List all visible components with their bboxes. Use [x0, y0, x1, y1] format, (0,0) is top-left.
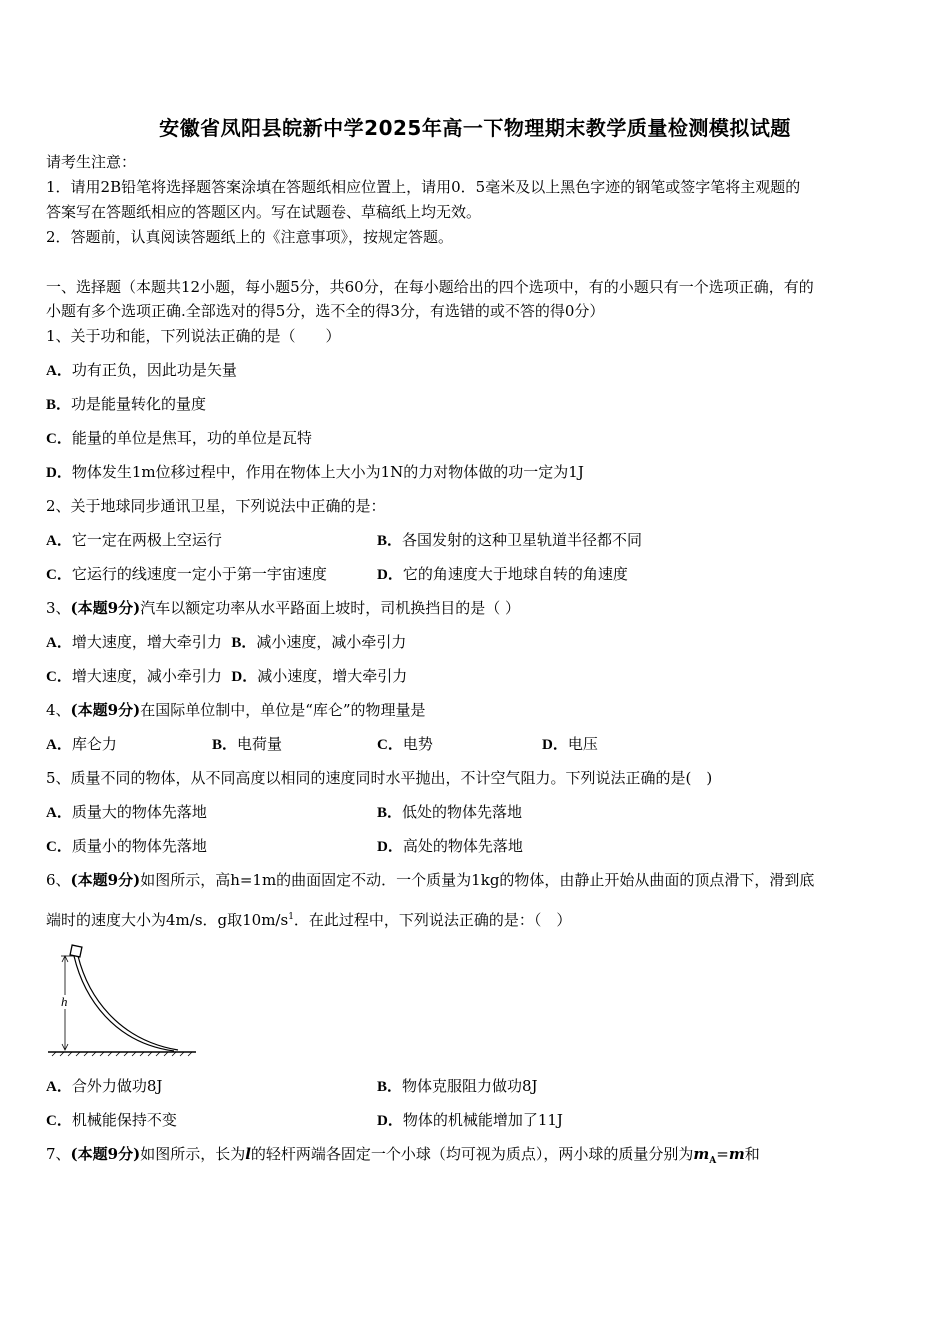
question-2-option-b: [377, 529, 642, 552]
height-label: h: [61, 994, 68, 1009]
option-text: 合外力做功8J: [71, 1077, 163, 1095]
option-label: B．: [212, 737, 238, 753]
option-text: 减小速度，增大牵引力: [257, 667, 408, 685]
question-text: 的轻杆两端各固定一个小球（均可视为质点），两小球的质量分别为: [250, 1145, 694, 1163]
question-1-option-b: [46, 393, 206, 416]
equals-sign: =: [716, 1145, 729, 1163]
question-3-options-cd: [46, 665, 407, 688]
option-text: 电压: [567, 735, 598, 753]
question-score: (本题9分): [70, 1145, 141, 1163]
option-label: A．: [46, 533, 72, 549]
question-4-option-c: [377, 733, 433, 756]
notice-heading: 请考生注意：: [46, 153, 137, 171]
question-2-option-d: [377, 563, 628, 586]
question-5-option-d: [377, 835, 523, 858]
question-3-options-ab: [46, 631, 406, 654]
option-label: D．: [542, 737, 568, 753]
option-label: C．: [46, 431, 72, 447]
question-text: 端时的速度大小为4m/s．g取10m/s: [46, 911, 289, 929]
option-label: C．: [46, 567, 72, 583]
option-text: 增大速度，减小牵引力: [71, 667, 222, 685]
option-text: 质量小的物体先落地: [71, 837, 207, 855]
question-1-option-d: [46, 461, 584, 484]
question-1-stem: 1、关于功和能，下列说法正确的是（ ）: [46, 327, 341, 345]
notice-line-1b: 答案写在答题纸相应的答题区内。写在试题卷、草稿纸上均无效。: [46, 203, 482, 221]
question-4-stem: [46, 699, 426, 721]
question-6-option-c: [46, 1109, 177, 1132]
option-text: 增大速度，增大牵引力: [71, 633, 222, 651]
question-text: 和: [744, 1145, 760, 1163]
question-number: 4、: [46, 701, 71, 719]
option-text: 物体克服阻力做功8J: [402, 1077, 538, 1095]
superscript: 1: [288, 912, 294, 922]
question-2-option-c: [46, 563, 327, 586]
question-6-option-b: [377, 1075, 538, 1098]
question-score: (本题9分): [70, 599, 141, 617]
notice-line-1a: 1．请用2B铅笔将选择题答案涂填在答题纸相应位置上，请用0．5毫米及以上黑色字迹的钢笔或签字笔将主观题的: [46, 178, 801, 196]
option-text: 电势: [402, 735, 433, 753]
curve-outer: [74, 956, 174, 1051]
option-text: 功有正负，因此功是矢量: [71, 361, 237, 379]
option-text: 它的角速度大于地球自转的角速度: [402, 565, 628, 583]
notice-line-2: 2．答题前，认真阅读答题纸上的《注意事项》，按规定答题。: [46, 228, 454, 246]
question-text: ．在此过程中，下列说法正确的是：（ ）: [293, 911, 572, 929]
option-label: C．: [46, 669, 72, 685]
page-title: 安徽省凤阳县皖新中学2025年高一下物理期末教学质量检测模拟试题: [159, 116, 791, 140]
option-label: B．: [377, 805, 403, 821]
block: [70, 945, 82, 957]
curved-slope-figure: [44, 938, 204, 1058]
option-label: D．: [377, 1113, 403, 1129]
question-text: 如图所示，高h=1m的曲面固定不动．一个质量为1kg的物体，由静止开始从曲面的顶点滑下，滑到底: [140, 871, 815, 889]
option-text: 它一定在两极上空运行: [71, 531, 222, 549]
section-heading-line-2: 小题有多个选项正确.全部选对的得5分，选不全的得3分，有选错的或不答的得0分）: [46, 302, 605, 320]
option-label: D．: [377, 567, 403, 583]
option-text: 能量的单位是焦耳，功的单位是瓦特: [71, 429, 312, 447]
option-label: B．: [377, 533, 403, 549]
option-text: 物体发生1m位移过程中，作用在物体上大小为1N的力对物体做的功一定为1J: [71, 463, 584, 481]
option-label: D．: [377, 839, 403, 855]
option-text: 电荷量: [237, 735, 283, 753]
question-5-option-a: [46, 801, 207, 824]
question-6-option-d: [377, 1109, 563, 1132]
option-text: 机械能保持不变: [71, 1111, 177, 1129]
option-text: 物体的机械能增加了11J: [402, 1111, 563, 1129]
option-text: 它运行的线速度一定小于第一宇宙速度: [71, 565, 327, 583]
option-label: D．: [46, 465, 72, 481]
variable-l: l: [245, 1145, 251, 1163]
question-number: 6、: [46, 871, 71, 889]
question-5-stem: 5、质量不同的物体，从不同高度以相同的速度同时水平抛出，不计空气阻力。下列说法正确的是( ): [46, 769, 713, 787]
option-label: A．: [46, 1079, 72, 1095]
question-score: (本题9分): [70, 701, 141, 719]
question-3-stem: [46, 597, 520, 619]
question-6-stem-line-2: [46, 906, 571, 931]
question-4-option-b: [212, 733, 282, 756]
question-6-stem-line-1: [46, 869, 814, 891]
option-label: C．: [377, 737, 403, 753]
option-text: 高处的物体先落地: [402, 837, 523, 855]
question-text: 如图所示，长为: [140, 1145, 246, 1163]
question-4-option-d: [542, 733, 598, 756]
option-label: C．: [46, 1113, 72, 1129]
option-label: B．: [377, 1079, 403, 1095]
question-score: (本题9分): [70, 871, 141, 889]
subscript: A: [709, 1156, 717, 1166]
option-text: 功是能量转化的量度: [71, 395, 207, 413]
question-6-option-a: [46, 1075, 162, 1098]
option-text: 低处的物体先落地: [402, 803, 523, 821]
option-label: D．: [231, 669, 258, 685]
option-label: C．: [46, 839, 72, 855]
option-text: 各国发射的这种卫星轨道半径都不同: [402, 531, 643, 549]
option-text: 减小速度，减小牵引力: [256, 633, 407, 651]
option-label: B．: [46, 397, 72, 413]
option-text: 质量大的物体先落地: [71, 803, 207, 821]
question-text: 汽车以额定功率从水平路面上坡时，司机换挡目的是（ ）: [140, 599, 520, 617]
section-heading-line-1: 一、选择题（本题共12小题，每小题5分，共60分，在每小题给出的四个选项中，有的小题只有一个选项正确，有的: [46, 278, 814, 296]
variable-m: m: [728, 1145, 745, 1163]
question-5-option-c: [46, 835, 207, 858]
question-4-option-a: [46, 733, 117, 756]
variable-m: m: [693, 1145, 710, 1163]
question-text: 在国际单位制中，单位是“库仑”的物理量是: [140, 701, 426, 719]
option-label: A．: [46, 805, 72, 821]
option-text: 库仑力: [71, 735, 117, 753]
question-number: 3、: [46, 599, 71, 617]
question-1-option-a: [46, 359, 237, 382]
question-2-stem: 2、关于地球同步通讯卫星，下列说法中正确的是：: [46, 497, 386, 515]
option-label: A．: [46, 737, 72, 753]
question-7-stem: [46, 1143, 760, 1172]
option-label: A．: [46, 635, 72, 651]
option-label: B．: [231, 635, 257, 651]
question-number: 7、: [46, 1145, 71, 1163]
question-2-option-a: [46, 529, 222, 552]
curve-inner: [78, 956, 178, 1050]
question-1-option-c: [46, 427, 312, 450]
option-label: A．: [46, 363, 72, 379]
question-5-option-b: [377, 801, 522, 824]
